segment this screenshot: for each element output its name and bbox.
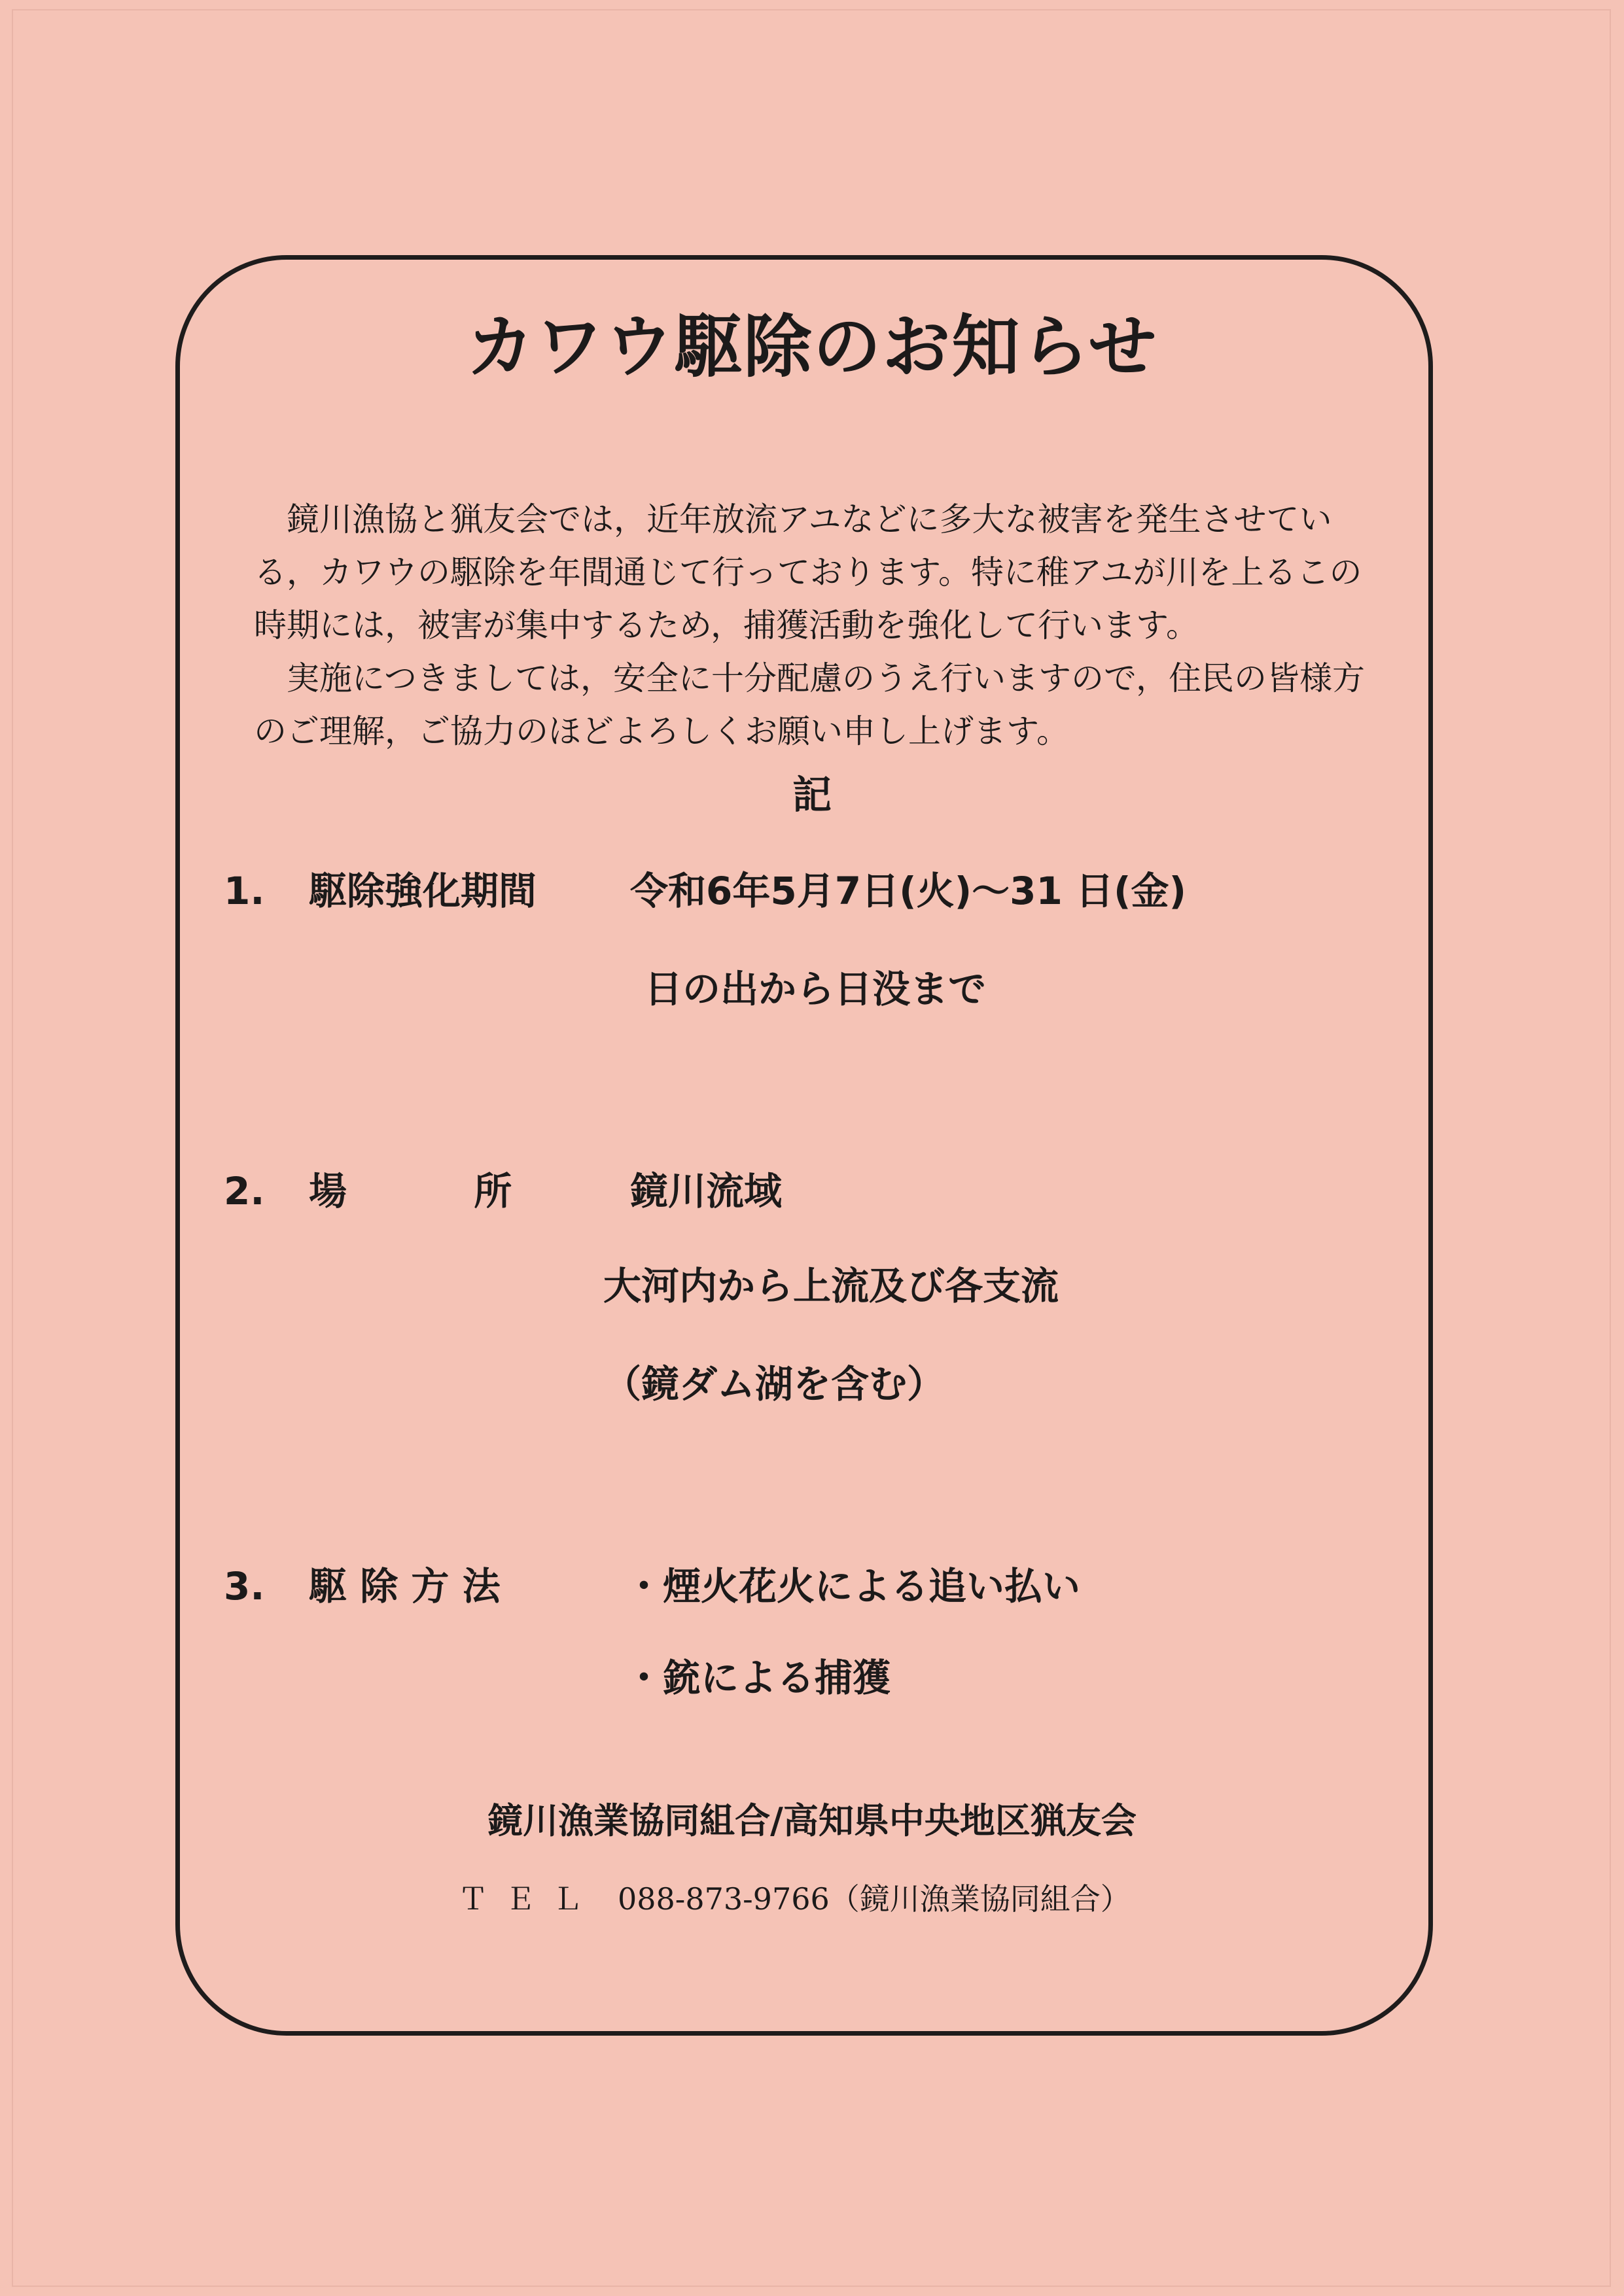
ki-heading: 記 — [792, 773, 832, 818]
item-number: 1. — [224, 869, 265, 913]
tel-number: 088-873-9766（鏡川漁業協同組合） — [618, 1881, 1131, 1917]
intro-paragraph: 実施につきましては，安全に十分配慮のうえ行いますので，住民の皆様方のご理解，ご協力のほどよろしくお願い申し上げます。 — [254, 659, 1365, 750]
item-label: 場 所 — [309, 1169, 512, 1213]
item-value: 鏡川流域 — [630, 1169, 783, 1213]
footer-tel — [458, 1881, 1131, 1917]
intro-paragraph: 鏡川漁協と猟友会では，近年放流アユなどに多大な被害を発生させている，カワウの駆除を年間通じて行っております。特に稚アユが川を上るこの時期には，被害が集中するため，捕獲活動を強化して行います。 — [254, 500, 1362, 644]
item-value: 大河内から上流及び各支流 — [603, 1264, 1059, 1308]
item-label: 駆除強化期間 — [309, 869, 537, 913]
item-value: 日の出から日没まで — [644, 967, 987, 1011]
notice-title: カワウ駆除のお知らせ — [466, 307, 1158, 387]
item-number: 2. — [224, 1169, 265, 1213]
item-value: ・煙火花火による追い払い — [625, 1564, 1081, 1609]
item-label: 駆 除 方 法 — [309, 1564, 501, 1609]
tel-label: ＴＥＬ — [458, 1881, 599, 1917]
item-value: ・銃による捕獲 — [625, 1656, 891, 1700]
item-value: （鏡ダム湖を含む） — [603, 1362, 945, 1406]
intro-text — [254, 493, 1392, 758]
footer-organizations: 鏡川漁業協同組合/高知県中央地区猟友会 — [487, 1800, 1137, 1841]
item-number: 3. — [224, 1564, 265, 1609]
item-value: 令和6年5月7日(火)～31 日(金) — [630, 869, 1187, 913]
